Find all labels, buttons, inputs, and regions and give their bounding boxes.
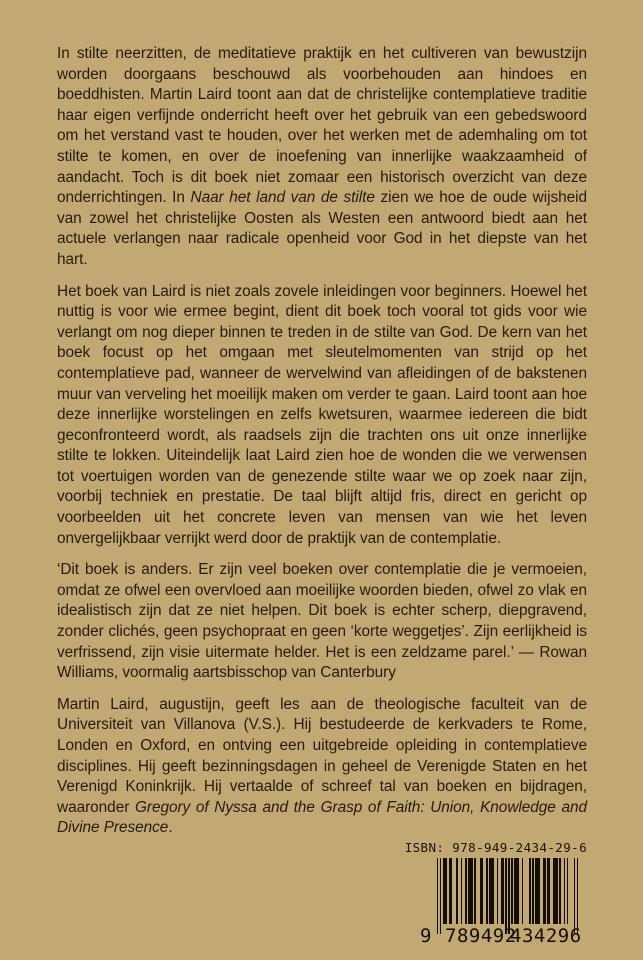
barcode-bar — [574, 858, 575, 934]
barcode-bars — [437, 858, 579, 924]
barcode-lead-digit: 9 — [420, 925, 432, 947]
barcode-digits — [420, 924, 590, 948]
barcode-bar — [529, 858, 530, 924]
paragraph-4-author-bio — [57, 695, 587, 839]
isbn-text: ISBN: 978-949-2434-29-6 — [404, 840, 587, 855]
barcode-bar — [456, 858, 457, 924]
barcode-bar — [449, 858, 452, 924]
body-text-run: zien we hoe de oude wijsheid van zowel het christelijke Oosten als Westen een antwoord biedt aan het actuele verlangen naar radicale openheid voor God in het diepste van het hart. — [57, 189, 587, 268]
barcode-bar — [511, 858, 512, 924]
barcode-bar — [468, 858, 472, 924]
barcode-bar — [543, 858, 546, 924]
barcode-bar — [567, 858, 568, 924]
barcode-bar — [486, 858, 487, 924]
body-text-run: ‘Dit boek is anders. Er zijn veel boeken over contemplatie die je vermoeien, omdat ze ofwel een overvloed aan moeilijke woorden bieden, ofwel zo vlak en idealistisch zijn dat ze niet helpen. Dit boek is echter scherp, diepgravend, zonder clichés, geen psychopraat en geen ‘korte weggetjes’. Zijn eerlijkheid is verfrissend, zijn visie uitermate helder. Het is een zeldzame parel.’ — Rowan Williams, voormalig aartsbisschop van Canterbury — [57, 561, 587, 682]
barcode-bar — [489, 858, 493, 924]
barcode-bar — [514, 858, 518, 924]
barcode-bar — [522, 858, 523, 924]
barcode-bar — [480, 858, 483, 924]
barcode-bar — [437, 858, 438, 934]
paragraph-3-review-quote — [57, 560, 587, 684]
back-cover-blurb — [57, 44, 587, 839]
barcode-bar — [461, 858, 462, 924]
body-text-run: . — [168, 819, 173, 837]
barcode-bar — [532, 858, 533, 924]
barcode-bar — [508, 858, 509, 934]
barcode-right-group: 434296 — [510, 925, 582, 947]
barcode-bar — [553, 858, 557, 924]
barcode-bar — [547, 858, 550, 924]
barcode-bar — [577, 858, 578, 934]
body-text-run: In stilte neerzitten, de meditatieve praktijk en het cultiveren van bewustzijn worden doorgaans beschouwd als voorbehouden aan hindoes en boeddhisten. Martin Laird toont aan dat de christelijke contemplatieve traditie haar eigen verfijnde onderricht heeft over het gebruik van een gebedswoord om het verstand vast te houden, over het werken met de ademhaling om tot stilte te komen, en over de inoefening van innerlijke waakzaamheid of aandacht. Toch is dit boek niet zomaar een historisch overzicht van deze onderrichtingen. In — [57, 45, 587, 207]
barcode-bar — [564, 858, 565, 924]
italic-title: Naar het land van de stilte — [190, 189, 375, 207]
barcode-left-group: 789492 — [445, 925, 517, 947]
paragraph-1 — [57, 44, 587, 271]
barcode-bar — [505, 858, 506, 934]
barcode-bar — [535, 858, 539, 924]
barcode-bar — [465, 858, 466, 924]
barcode-bar — [474, 858, 475, 924]
barcode-bar — [501, 858, 504, 924]
paragraph-2 — [57, 282, 587, 550]
ean13-barcode — [420, 858, 590, 954]
barcode-bar — [443, 858, 447, 924]
barcode-bar — [559, 858, 560, 924]
barcode-bar — [440, 858, 441, 934]
italic-title: Gregory of Nyssa and the Grasp of Faith: Union, Knowledge and Divine Presence — [57, 798, 587, 837]
body-text-run: Martin Laird, augustijn, geeft les aan de theologische faculteit van de Universiteit van Villanova (V.S.). Hij bestudeerde de kerkvaders te Rome, Londen en Oxford, en ontving een uitgebreide opleiding in contemplatieve disciplines. Hij geeft bezinningsdagen in geheel de Verenigde Staten en het Verenigd Koninkrijk. Hij vertaalde of schreef tal van boeken en bijdragen, waaronder — [57, 695, 587, 816]
barcode-bar — [497, 858, 498, 924]
body-text-run: Het boek van Laird is niet zoals zovele inleidingen voor beginners. Hoewel het nuttig is voor wie ermee begint, dient dit boek toch vooral tot gids voor wie verlangt om nog dieper binnen te treden in de stilte van God. De kern van het boek focust op het omgaan met sleutelmomenten van strijd op het contemplatieve pad, wanneer de wervelwind van afleidingen of de bakstenen muur van verveling het moeilijk maken om verder te gaan. Laird toont aan hoe deze innerlijke worstelingen en zelfs kwetsuren, waarmee iedereen die bidt geconfronteerd wordt, als raadsels zijn die trachten ons uit onze innerlijke stilte te lokken. Uiteindelijk laat Laird zien hoe de wonden die we verwensen tot voertuigen worden van de genezende stilte waar we op zoek naar zijn, voorbij techniek en prestatie. De taal blijft altijd fris, direct en gericht op voorbeelden uit het concrete leven van mensen van wie het leven onvergelijkbaar verrijkt werd door de praktijk van de contemplatie. — [57, 282, 587, 547]
